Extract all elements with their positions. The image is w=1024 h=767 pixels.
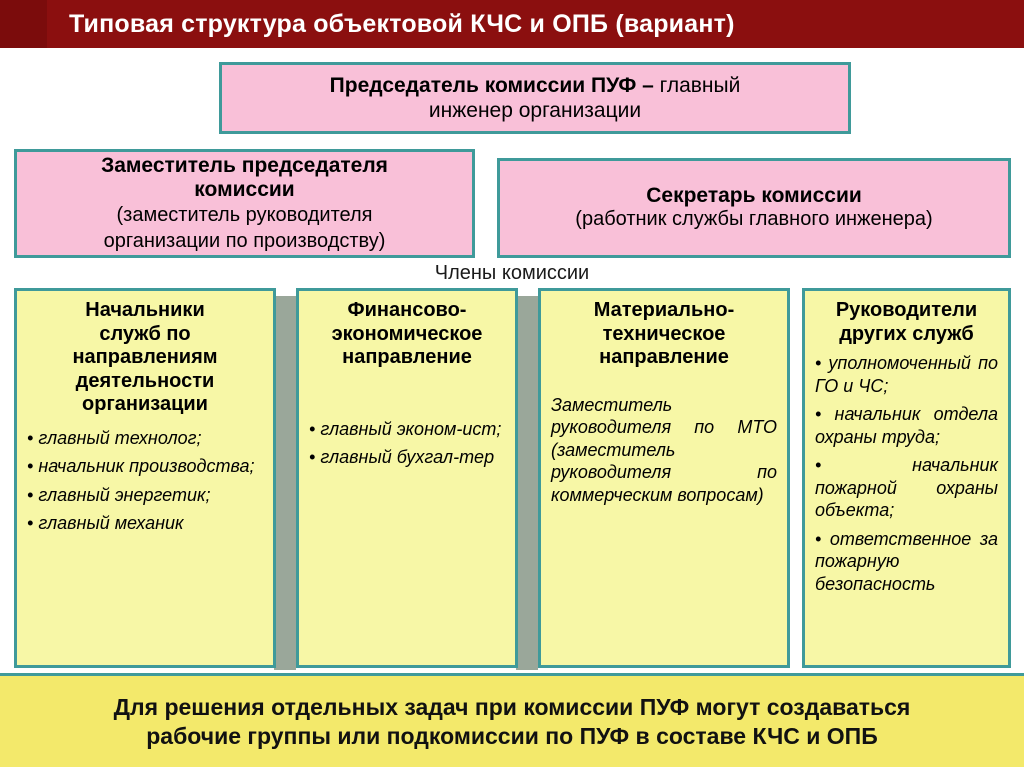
deputy-title-line-1: Заместитель председателя xyxy=(101,153,388,177)
footer-line-2: рабочие группы или подкомиссии по ПУФ в составе КЧС и ОПБ xyxy=(146,722,878,749)
column-shadow-1 xyxy=(274,296,296,670)
list-item: • главный технолог; xyxy=(27,427,263,450)
chairman-box xyxy=(219,62,851,134)
column-4-title-line-2: других служб xyxy=(839,322,974,345)
member-column-other-services xyxy=(802,288,1011,668)
column-1-body xyxy=(27,427,263,535)
column-2-title xyxy=(309,299,505,370)
page-title: Типовая структура объектовой КЧС и ОПБ (вариант) xyxy=(69,9,735,38)
members-label: Члены комиссии xyxy=(434,262,590,284)
list-item: • главный бухгал-тер xyxy=(309,446,505,469)
chairman-role-rest: главный xyxy=(653,73,741,97)
column-3-title xyxy=(551,299,777,370)
chairman-line-1 xyxy=(234,73,836,98)
paragraph: Заместитель руководителя по МТО (заместитель руководителя по коммерческим вопросам) xyxy=(551,394,777,505)
deputy-sub-line-2: организации по производству) xyxy=(103,229,386,252)
deputy-chairman-box xyxy=(14,149,475,258)
list-item: • главный механик xyxy=(27,512,263,535)
list-item: • главный эконом-ист; xyxy=(309,418,505,441)
column-1-title-line-3: направлениям xyxy=(72,346,218,369)
column-3-body xyxy=(551,394,777,507)
column-shadow-2 xyxy=(516,296,538,670)
column-1-title-line-1: Начальники xyxy=(85,299,205,321)
column-3-title-line-1: Материально- xyxy=(593,299,735,321)
column-4-title xyxy=(815,299,998,346)
secretary-sub: (работник службы главного инженера) xyxy=(575,208,933,231)
column-2-title-line-2: экономическое xyxy=(331,322,483,345)
secretary-title: Секретарь комиссии xyxy=(646,184,862,208)
title-accent-block xyxy=(0,0,47,48)
column-4-title-line-1: Руководители xyxy=(835,299,978,321)
list-item: • главный энергетик; xyxy=(27,484,263,507)
column-2-title-line-1: Финансово- xyxy=(347,299,467,321)
title-bar xyxy=(0,0,1024,48)
chairman-line-2: инженер организации xyxy=(428,99,642,122)
column-4-body xyxy=(815,352,998,595)
footer-note xyxy=(0,673,1024,767)
column-1-title-line-4: деятельности xyxy=(75,369,215,392)
list-item: • начальник отдела охраны труда; xyxy=(815,403,998,448)
column-2-title-line-3: направление xyxy=(342,346,472,369)
list-item: • начальник пожарной охраны объекта; xyxy=(815,454,998,522)
column-1-title xyxy=(27,299,263,417)
list-item: • начальник производства; xyxy=(27,455,263,478)
list-item: • ответственное за пожарную безопасность xyxy=(815,528,998,596)
list-item: • уполномоченный по ГО и ЧС; xyxy=(815,352,998,397)
member-column-heads-of-services xyxy=(14,288,276,668)
chairman-role-bold: Председатель комиссии ПУФ – xyxy=(329,73,654,97)
footer-line-1: Для решения отдельных задач при комиссии ПУФ могут создаваться xyxy=(113,693,911,720)
column-1-title-line-2: служб по xyxy=(99,322,191,345)
deputy-sub-line-1: (заместитель руководителя xyxy=(116,204,373,227)
deputy-title-line-2: комиссии xyxy=(194,177,295,201)
member-column-financial-economic xyxy=(296,288,518,668)
column-2-body xyxy=(309,418,505,469)
column-1-title-line-5: организации xyxy=(82,393,208,416)
member-column-material-technical xyxy=(538,288,790,668)
column-3-title-line-2: техническое xyxy=(602,322,726,345)
column-3-title-line-3: направление xyxy=(599,346,729,369)
secretary-box xyxy=(497,158,1011,258)
